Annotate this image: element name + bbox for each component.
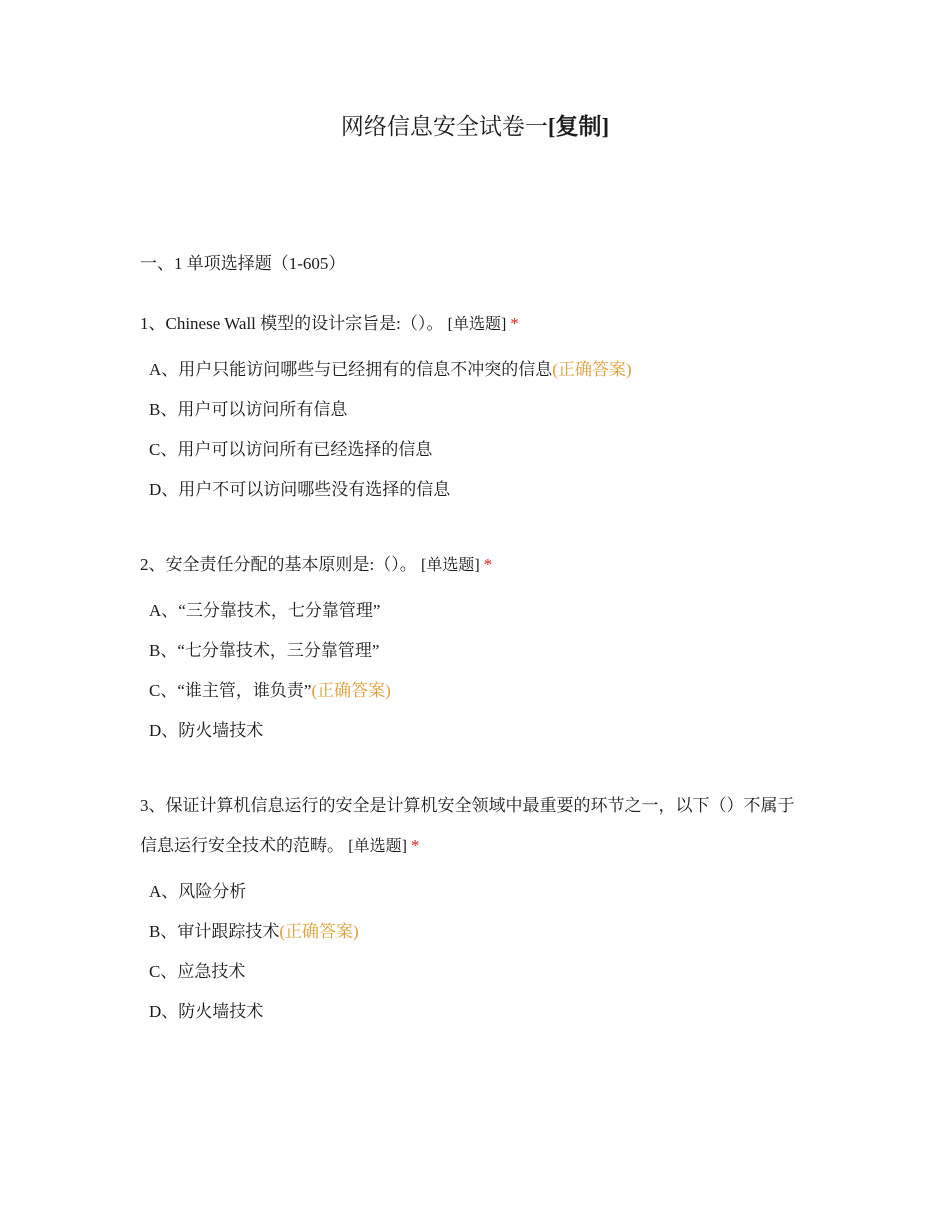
- correct-answer-label: (正确答案): [279, 922, 359, 941]
- option-text: B、审计跟踪技术: [149, 922, 280, 941]
- page-title: [0, 112, 950, 142]
- option-text: A、“三分靠技术，七分靠管理”: [149, 601, 381, 620]
- option-c: [149, 430, 810, 470]
- option-d: [149, 470, 810, 510]
- required-mark: *: [510, 314, 519, 333]
- question-1-text: 1、Chinese Wall 模型的设计宗旨是:（）。: [140, 314, 444, 333]
- option-a: [149, 872, 810, 912]
- option-text: A、用户只能访问哪些与已经拥有的信息不冲突的信息: [149, 360, 553, 379]
- question-1: [140, 304, 810, 510]
- option-text: C、用户可以访问所有已经选择的信息: [149, 440, 433, 459]
- question-3-type: [单选题]: [348, 838, 407, 855]
- required-mark: *: [410, 836, 420, 855]
- question-2: [140, 545, 810, 751]
- option-a: [149, 350, 810, 390]
- option-c: [149, 671, 810, 711]
- option-d: [149, 711, 810, 751]
- option-text: C、应急技术: [149, 962, 246, 981]
- option-b: [149, 912, 810, 952]
- question-1-options: [149, 350, 810, 510]
- option-text: D、防火墙技术: [149, 1002, 264, 1021]
- correct-answer-label: (正确答案): [311, 681, 391, 700]
- option-c: [149, 952, 810, 992]
- option-a: [149, 591, 810, 631]
- question-3-stem: [140, 786, 810, 867]
- option-text: D、防火墙技术: [149, 721, 264, 740]
- option-d: [149, 992, 810, 1032]
- section-heading: 一、1 单项选择题（1-605）: [140, 254, 346, 273]
- title-main: 网络信息安全试卷一: [340, 114, 548, 139]
- question-2-type: [单选题]: [420, 557, 480, 574]
- option-text: C、“谁主管，谁负责”: [149, 681, 312, 700]
- title-copy-suffix: [复制]: [547, 114, 610, 139]
- option-text: D、用户不可以访问哪些没有选择的信息: [149, 480, 451, 499]
- question-3-options: [149, 872, 810, 1032]
- question-2-stem: [140, 545, 810, 586]
- question-1-stem: [140, 304, 810, 345]
- question-3-text: 3、保证计算机信息运行的安全是计算机安全领域中最重要的环节之一，以下（）不属于信息运行安全技术的范畴。: [140, 796, 795, 855]
- option-b: [149, 390, 810, 430]
- question-2-text: 2、安全责任分配的基本原则是:（）。: [140, 555, 417, 574]
- required-mark: *: [483, 555, 493, 574]
- correct-answer-label: (正确答案): [552, 360, 632, 379]
- option-text: B、“七分靠技术，三分靠管理”: [149, 641, 380, 660]
- question-3: [140, 786, 810, 1032]
- option-text: A、风险分析: [149, 882, 247, 901]
- question-1-type: [单选题]: [447, 316, 507, 333]
- question-2-options: [149, 591, 810, 751]
- option-b: [149, 631, 810, 671]
- option-text: B、用户可以访问所有信息: [149, 400, 348, 419]
